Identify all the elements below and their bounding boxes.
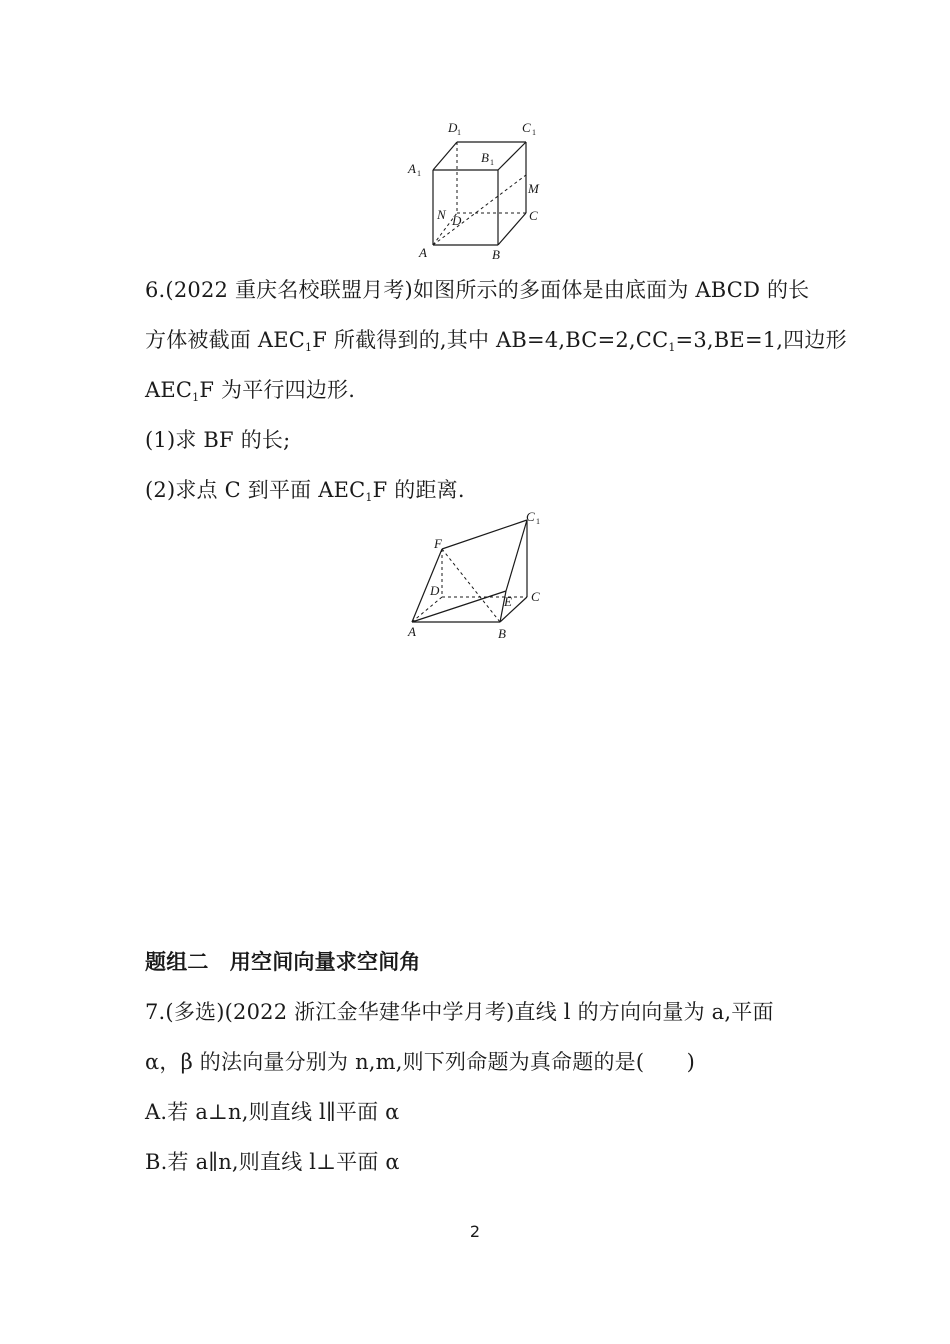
problem7-line1: 7.(多选)(2022 浙江金华建华中学月考)直线 l 的方向向量为 a,平面 [145, 1000, 774, 1024]
label-a1: A [408, 161, 416, 176]
label-c1-sub: 1 [536, 517, 540, 526]
section-heading: 题组二 用空间向量求空间角 [145, 950, 421, 974]
label-c: C [531, 589, 540, 604]
label-f: F [434, 536, 442, 551]
problem6-question2: (2)求点 C 到平面 AEC1F 的距离. [145, 478, 465, 504]
label-b1-sub: 1 [490, 158, 494, 167]
label-a: A [419, 245, 427, 260]
label-b1: B [481, 150, 489, 165]
problem6-question1: (1)求 BF 的长; [145, 428, 291, 452]
problem6-line3: AEC1F 为平行四边形. [145, 378, 356, 404]
label-d1-sub: 1 [457, 128, 461, 137]
problem7-option-b: B.若 a∥n,则直线 l⊥平面 α [145, 1150, 400, 1174]
label-e: E [504, 594, 512, 609]
label-b: B [498, 626, 506, 641]
cube-figure [395, 115, 565, 265]
label-n: N [437, 207, 446, 222]
label-a1-sub: 1 [417, 169, 421, 178]
label-c1-sub: 1 [532, 128, 536, 137]
label-b: B [492, 247, 500, 262]
problem6-line1: 6.(2022 重庆名校联盟月考)如图所示的多面体是由底面为 ABCD 的长 [145, 278, 810, 302]
problem7-line2: α，β 的法向量分别为 n,m,则下列命题为真命题的是( ) [145, 1050, 696, 1074]
label-d: D [452, 213, 462, 228]
problem7-option-a: A.若 a⊥n,则直线 l∥平面 α [145, 1100, 400, 1124]
label-d: D [430, 583, 440, 598]
problem6-line2: 方体被截面 AEC1F 所截得到的,其中 AB=4,BC=2,CC1=3,BE=1,四边形 [145, 328, 847, 354]
label-m: M [528, 181, 539, 196]
label-c1: C [526, 509, 535, 524]
page-number: 2 [469, 1222, 481, 1241]
polyhedron-figure [400, 508, 560, 648]
label-d1: D [448, 120, 458, 135]
label-a: A [408, 624, 416, 639]
label-c1: C [522, 120, 531, 135]
label-c: C [529, 208, 538, 223]
